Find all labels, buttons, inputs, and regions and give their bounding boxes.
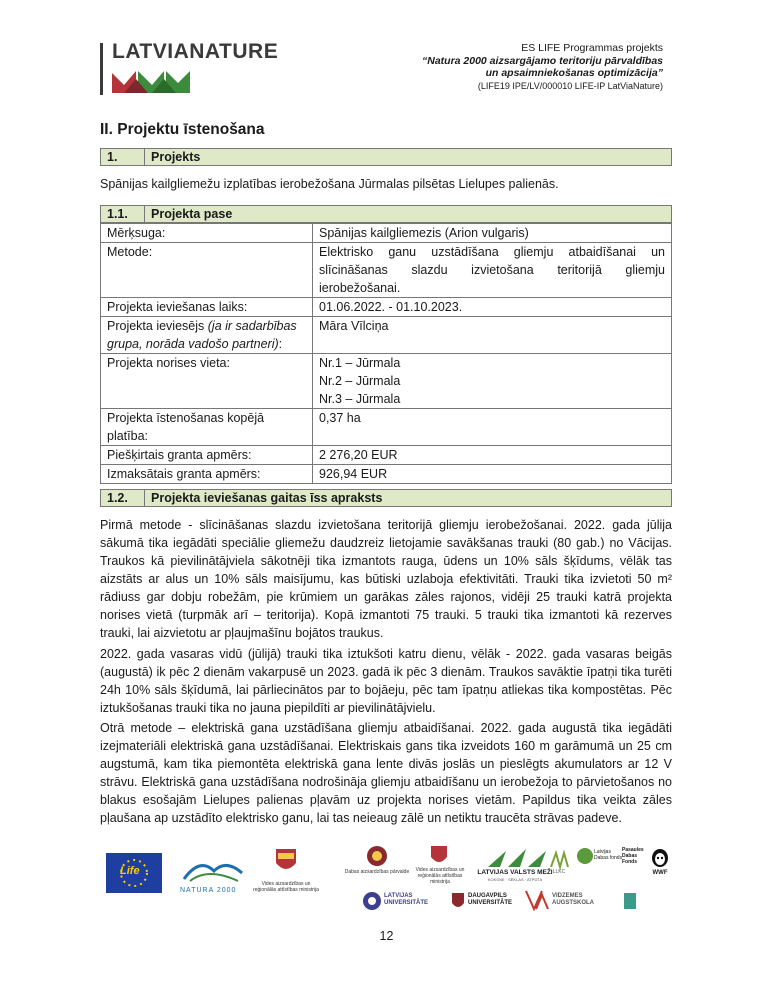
table-row [101, 354, 672, 409]
du-text: DAUGAVPILS UNIVERSITĀTE [468, 893, 513, 906]
section-number: 1. [107, 150, 118, 164]
header-line-1: ES LIFE Programmas projekts [521, 42, 663, 54]
va-logo [524, 889, 550, 911]
table-value: 926,94 EUR [313, 465, 672, 484]
table-key: Izmaksātais granta apmērs: [101, 465, 313, 484]
lvm-text: LATVIJAS VALSTS MEŽI [477, 869, 553, 876]
section-heading: II. Projektu īstenošana [100, 121, 265, 138]
wwf-panda-icon [650, 847, 670, 869]
section-title: Projekts [151, 150, 201, 164]
paragraph-2: 2022. gada vasaras vidū (jūlijā) trauki tika iztukšoti katru dienu, vēlāk - 2022. gada vasaras beigās (augustā) ik pēc 2 dienām vakarpusē un 2023. gadā ik pēc 3 dienām. Traukos savāktie īpatņi tika turēti 24h 10% sāls šķīdumā, lai pārliecinātos par to bojāeju, pēc tam īpatņu atliekas tika kompostētas. Pēc iztukšošanas trauki tika no jauna piepildīti ar pievilinātājvielu. [100, 647, 672, 715]
section-title: Projekta pase [151, 207, 233, 221]
section-1-1-bar [100, 205, 672, 223]
divider [144, 490, 145, 506]
va-text: VIDZEMES AUGSTSKOLA [552, 893, 594, 906]
table-value [313, 354, 672, 409]
lvm-subtext: KOKSNE · SĒKLAS · ATPŪTA [487, 877, 543, 882]
divider [144, 149, 145, 165]
table-row [101, 317, 672, 354]
section-number: 1.1. [107, 207, 128, 221]
logo-mountains-icon [112, 67, 192, 93]
table-key: Mērķsuga: [101, 224, 313, 243]
place-1: Nr.1 – Jūrmala [319, 356, 401, 370]
table-key: Projekta ieviešanas laiks: [101, 298, 313, 317]
table-key [101, 317, 313, 354]
table-value: Māra Vīlciņa [313, 317, 672, 354]
table-row [101, 243, 672, 298]
ldf-logo [576, 847, 594, 865]
table-value: Spānijas kailgliemezis (Arion vulgaris) [313, 224, 672, 243]
place-3: Nr.3 – Jūrmala [319, 392, 401, 406]
lu-logo [362, 891, 382, 911]
table-value: 01.06.2022. - 01.10.2023. [313, 298, 672, 317]
latvianature-logo [100, 40, 280, 98]
table-row [101, 446, 672, 465]
table-row [101, 465, 672, 484]
section-1-bar [100, 148, 672, 166]
table-value: Elektrisko ganu uzstādīšana gliemju atbaidīšanai un slīcināšanas slazdu izvietošana teritorijā gliemju ierobežošanai. [313, 243, 672, 298]
header-line-2: “Natura 2000 aizsargājamo teritoriju pārvaldības [421, 54, 663, 67]
key-italic-text: (ja ir sadarbības grupa, norāda vadošo partneri) [107, 319, 297, 351]
divider [144, 206, 145, 222]
table-key: Projekta īstenošanas kopējā platība: [101, 409, 313, 446]
llkc-logo [548, 849, 570, 871]
ldf-text: Latvijas Dabas fonds [594, 849, 623, 861]
green-institution-icon [622, 891, 638, 911]
llkc-text: LLKC [552, 869, 566, 875]
key-colon: : [278, 337, 283, 351]
place-2: Nr.2 – Jūrmala [319, 374, 401, 388]
life-text: Life [120, 865, 140, 877]
project-passport-table [100, 223, 672, 484]
paragraph-1: Pirmā metode - slīcināšanas slazdu izvietošana teritorijā gliemju ierobežošanai. 2022. gada jūlija sākumā tika iegādāti speciālie gliemežu daudzreiz lietojamie savākšanas trauki (80 gab.) no Vācijas. Traukos kā pievilinātājviela sākotnēji tika izmantots rauga, ūdens un 10% sāls šķīdums, vēlāk tas aizstāts ar alus un 10% sāls maisījumu, kas būtiski uzlaboja efektivitāti. Trauki tika izvietoti 50 m² rādiuss gar dobju robežām, pie krūmiem un garākas zāles rajonos, vidēji 25 trauki katrā projekta norises vietā (turpmāk arī – teritorija). Kopā izmantoti 75 trauki. 5 trauki tika izmantoti kā rezerves trauki, lai aizvietotu ar pļaujmašīnu bojātos traukus. [100, 518, 672, 640]
page-number: 12 [379, 929, 394, 943]
header-line-4: (LIFE19 IPE/LV/000010 LIFE-IP LatViaNature) [477, 80, 663, 91]
table-value: 2 276,20 EUR [313, 446, 672, 465]
header-line-3: un apsaimniekošanas optimizācija” [485, 67, 663, 79]
table-key: Metode: [101, 243, 313, 298]
table-key: Piešķirtais granta apmērs: [101, 446, 313, 465]
section-number: 1.2. [107, 491, 128, 505]
table-row [101, 224, 672, 243]
logo-bar [100, 43, 103, 95]
natura-2000-logo [180, 853, 246, 885]
latvia-coat-of-arms-icon [272, 845, 300, 877]
dap-logo [364, 845, 390, 867]
wwf-text: WWF [652, 870, 668, 876]
project-description: Spānijas kailgliemežu izplatības ierobežošana Jūrmalas pilsētas Lielupes palienās. [100, 177, 559, 191]
project-header [422, 42, 663, 92]
pdf-text: Pasaules Dabas Fonds [622, 847, 644, 865]
logo-text: LATVIANATURE [112, 40, 279, 63]
table-row [101, 298, 672, 317]
table-row [101, 409, 672, 446]
lu-text: LATVIJAS UNIVERSITĀTE [384, 893, 429, 906]
dap-text: Dabas aizsardzības pārvalde [344, 869, 410, 875]
coat-of-arms-2-icon [428, 843, 450, 867]
natura-text: NATURA 2000 [180, 887, 237, 894]
du-logo [450, 891, 466, 911]
section-1-2-bar [100, 489, 672, 507]
paragraph-3: Otrā metode – elektriskā gana uzstādīšana gliemju atbaidīšanai. 2022. gada augustā tika iegādāti izejmateriāli elektriskā gana uzstādīšanai. Elektriskais gans tika izveidots 160 m garāmumā un 25 cm augstumā, kam tika piemontēta elektriskā gana lente divās joslās un pieslēgts akumulators ar 12 V strāvu. Elektriskā gana uzstādīšana nodrošināja gliemju atbaidīšanu un ierobežoja to pārvietošanos no blakus esošajām Lielupes palienas pļavām uz projekta norises vietām. Papildus tika veikta zāles pļaušana ap uzstādīto elektrisko ganu, lai tas neieaug zālē un netiktu traucēta strāvas padeve. [100, 721, 672, 825]
section-title: Projekta ieviešanas gaitas īss apraksts [151, 491, 383, 505]
ministry-1-text: Vides aizsardzības un reģionālās attīstības ministrija [253, 881, 319, 893]
table-key: Projekta norises vieta: [101, 354, 313, 409]
table-value: 0,37 ha [313, 409, 672, 446]
key-text: Projekta ieviesējs [107, 319, 208, 333]
ministry-2-text: Vides aizsardzības un reģionālās attīstības ministrija [415, 867, 465, 885]
footer-logos [100, 843, 672, 913]
